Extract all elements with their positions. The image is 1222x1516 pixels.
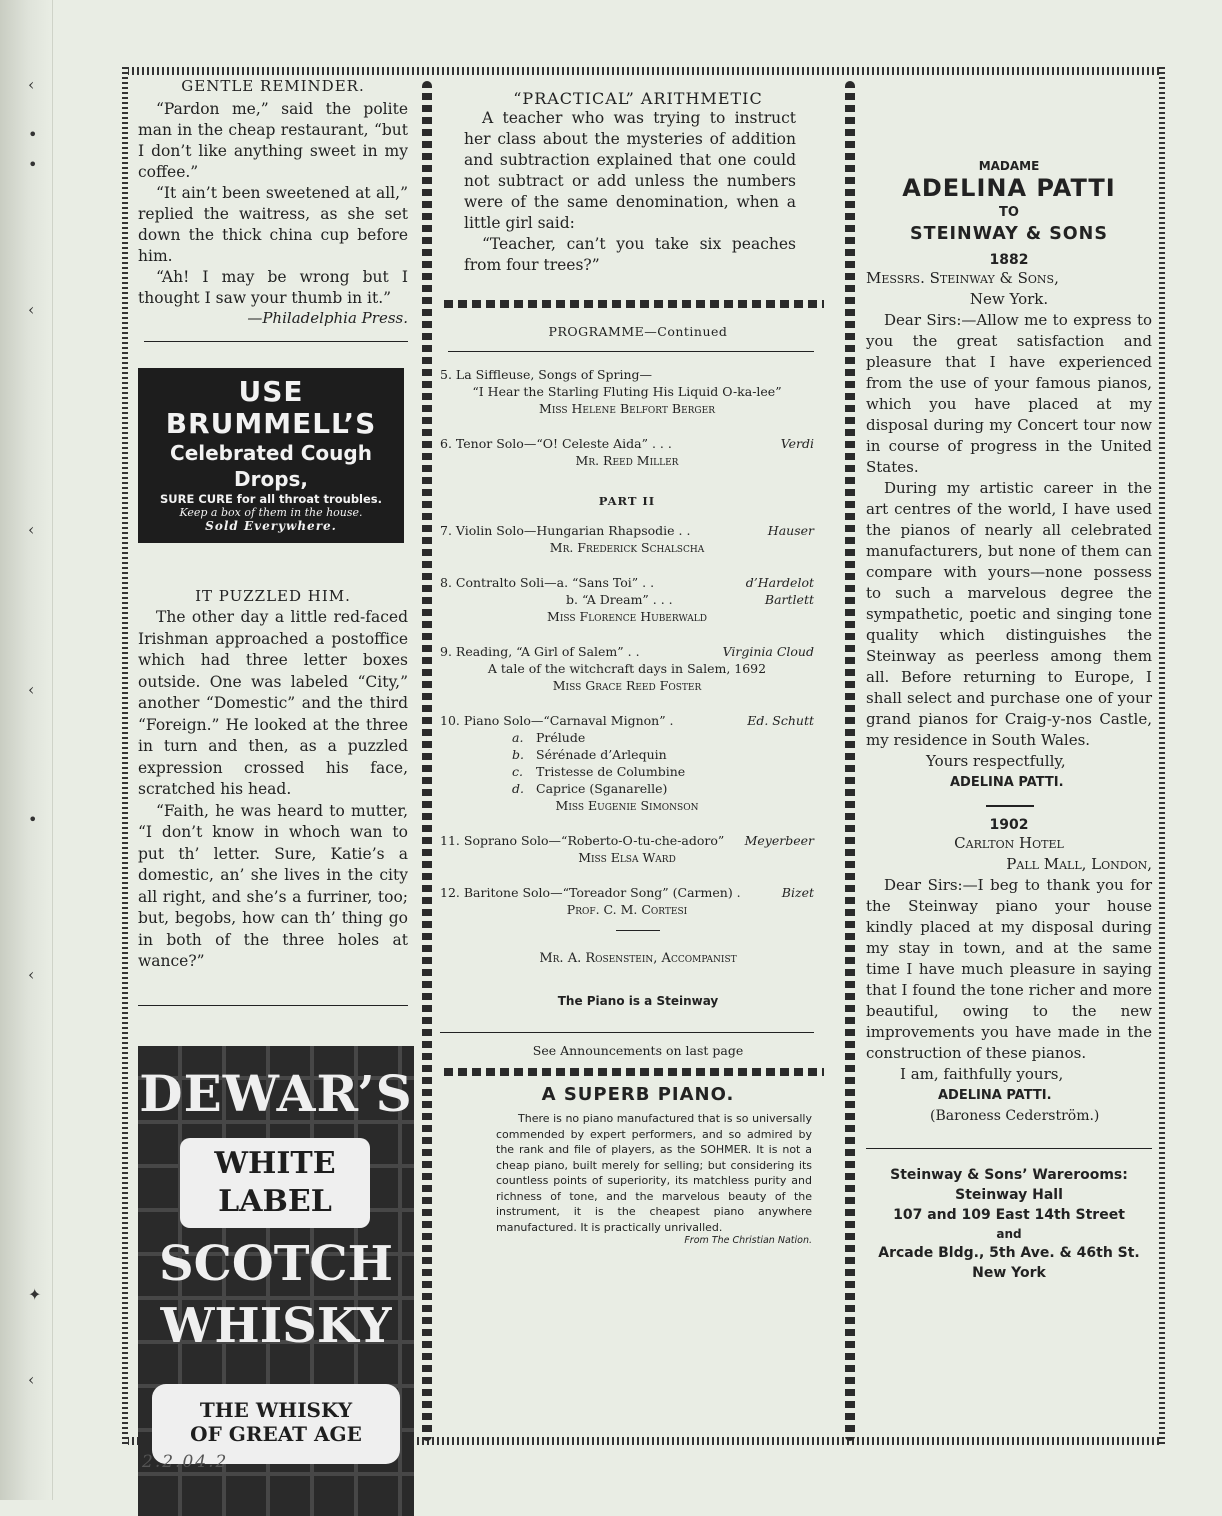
gutter-mark: ‹ [28,680,35,699]
programme-item [440,643,814,660]
left-column [138,77,413,1516]
announcement: See Announcements on last page [532,1043,744,1058]
gutter-mark: ‹ [28,965,35,984]
letter-paragraph: Dear Sirs:—I beg to thank you for the Steinway piano your house kindly placed at my disposal during my stay in town, and at the same time I have much pleasure in saying that I found the tone richer and more beautiful, owing to the new improvements you have made in the construction of these pianos. [866,876,1152,1062]
program-page [122,67,1165,1445]
gutter-mark: ‹ [28,75,35,94]
movement-item: a. Prélude [512,730,586,745]
item-subtitle: “I Hear the Starling Fluting His Liquid O-ka-lee” [472,384,782,399]
year-1902: 1902 [989,817,1029,833]
year-1882: 1882 [989,252,1029,268]
divider [448,351,814,352]
address-line: New York. [969,290,1049,308]
warerooms-line: New York [972,1265,1046,1281]
to-label: TO [999,205,1019,220]
programme-item [440,884,814,901]
column-divider-right [845,81,855,1441]
right-border [1159,67,1165,1445]
brummell-headline: USE BRUMMELL’S [165,375,377,440]
piano-movements [440,729,814,797]
signature-title: (Baroness Cederström.) [930,1108,1100,1124]
warerooms-line: 107 and 109 East 14th Street [893,1207,1125,1223]
item-number: 6. [440,436,452,451]
dewars-brand: DEWAR’S [139,1063,413,1123]
sohmer-title: A SUPERB PIANO. [541,1084,735,1105]
arithmetic-paragraph: A teacher who was trying to instruct her class about the mysteries of addition and subtraction explained that one could not subtract or add unless the numbers were of the same denomination, when a little girl said: [464,109,796,232]
steinway-name: STEINWAY & SONS [910,224,1108,244]
warerooms-line: Steinway Hall [955,1187,1063,1203]
signature: ADELINA PATTI. [938,1088,1052,1103]
piano-note: The Piano is a Steinway [557,994,719,1008]
programme-item [440,435,814,452]
reminder-title: GENTLE REMINDER. [181,77,365,95]
programme-item [440,832,814,849]
brummell-tagline: SURE CURE for all throat troubles. [159,492,382,506]
arithmetic-title: “PRACTICAL” ARITHMETIC [513,89,763,108]
item-title: Violin Solo—Hungarian Rhapsodie . . [455,523,691,538]
reminder-paragraph: “Ah! I may be wrong but I thought I saw your thumb in it.” [138,268,408,307]
item-composer: d’Hardelot [745,575,814,590]
item-number: 11. [440,833,460,848]
gutter-mark: ‹ [28,1370,35,1389]
item-title: Piano Solo—“Carnaval Mignon” . [463,713,674,728]
sohmer-body: There is no piano manufactured that is so universally commended by expert performers, and so admired by the rank and file of players, as the SOHMER. It is not a cheap piano, built merely for selling; but considering its countless points of superiority, its matchless purity and richness of tone, and the marvelous beauty of the instrument, it is the cheapest piano anywhere manufactured. It is practically unrivalled. [496,1112,812,1234]
item-title: Baritone Solo—“Toreador Song” (Carmen) . [463,885,741,900]
divider [866,1148,1152,1149]
address-line: Pall Mall, London, [1006,855,1152,873]
accompanist: Mr. A. Rosenstein, Accompanist [539,951,737,966]
dewars-tagline: THE WHISKY [199,1397,353,1422]
short-rule [616,930,660,931]
item-performer: Mr. Reed Miller [575,453,679,468]
letter-closing: Yours respectfully, [926,752,1066,770]
letter-closing: I am, faithfully yours, [900,1065,1064,1083]
middle-column [440,89,836,1246]
gutter-mark: • [28,155,38,174]
item-composer: Hauser [767,523,814,538]
madame: MADAME [978,159,1040,173]
divider [440,1032,814,1033]
warerooms-line: Arcade Bldg., 5th Ave. & 46th St. [878,1245,1140,1261]
gutter-mark: ✦ [28,1285,42,1304]
item-performer: Miss Florence Huberwald [547,609,707,624]
address-line: Carlton Hotel [954,834,1064,852]
chain-divider [444,1068,824,1076]
puzzled-paragraph: “Faith, he was heard to mutter, “I don’t know in whoch wan to put th’ letter. Sure, Katie’s a domestic, an’ she lives in the city all right, and she’s a furriner, too; but, begobs, how can th’ thing go in both of the three holes at wance?” [138,801,408,970]
programme-heading: PROGRAMME—Continued [548,324,728,339]
programme-list [440,366,814,918]
letter-paragraph: Dear Sirs:—Allow me to express to you the great satisfaction and pleasure that I have experienced from the use of your famous pianos, which you have placed at my disposal during my Concert tour now in course of progress in the United States. [866,311,1152,476]
dewars-advertisement [138,1046,414,1516]
letter-paragraph: During my artistic career in the art centres of the world, I have used the pianos of nearly all celebrated manufacturers, but none of them can compare with yours—none possess to such a marvelous degree the sympathetic, poetic and singing tone quality which distinguishes the Steinway as peerless among them all. Before returning to Europe, I shall select and purchase one of your grand pianos for Craig-y-nos Castle, my residence in South Wales. [866,479,1152,749]
movement-item: d. Caprice (Sganarelle) [512,781,668,796]
handwritten-catalog-note: 2.2.04.2 [142,1452,229,1472]
item-title: Soprano Solo—“Roberto-O-tu-che-adoro” [463,833,725,848]
reminder-source: —Philadelphia Press. [247,309,408,327]
item-subtitle: A tale of the witchcraft days in Salem, 1692 [487,661,767,676]
item-performer: Prof. C. M. Cortesi [566,902,688,917]
brummell-subhead: Celebrated Cough Drops, [170,441,372,491]
chain-divider [444,300,824,308]
puzzled-title: IT PUZZLED HIM. [195,587,351,605]
right-column [866,159,1152,1283]
left-border [122,67,128,1445]
part-heading: PART II [598,494,656,508]
dewars-tagline: OF GREAT AGE [190,1421,362,1446]
reminder-paragraph: “Pardon me,” said the polite man in the cheap restaurant, “but I don’t like anything sweet in my coffee.” [138,100,408,181]
item-performer: Miss Eugenie Simonson [555,798,699,813]
item-number: 10. [440,713,460,728]
item-number: 5. [440,367,452,382]
reminder-paragraph: “It ain’t been sweetened at all,” replied the waitress, as she set down the thick china cup before him. [138,184,408,265]
warerooms-line: Steinway & Sons’ Warerooms: [890,1167,1128,1183]
item-performer: Miss Helene Belfort Berger [539,401,715,416]
sohmer-source: From The Christian Nation. [684,1235,812,1246]
gutter-mark: ‹ [28,520,35,539]
programme-item [440,712,814,729]
item-title: Contralto Soli—a. “Sans Toi” . . [455,575,655,590]
item-performer: Miss Elsa Ward [578,850,676,865]
arithmetic-paragraph: “Teacher, can’t you take six peaches from four trees?” [464,235,796,274]
item-number: 12. [440,885,460,900]
item-composer: Verdi [780,436,814,451]
item-performer: Mr. Frederick Schalscha [549,540,705,555]
short-rule [986,805,1034,807]
dewars-white: WHITE [214,1145,336,1181]
binding-gutter [0,0,53,1500]
programme-item [440,522,814,539]
movement-item: b. Sérénade d’Arlequin [512,747,667,762]
gutter-mark: ‹ [28,300,35,319]
top-border [122,67,1165,75]
programme-item [440,366,814,383]
item-number: 7. [440,523,452,538]
divider [144,341,408,342]
divider [138,1005,408,1006]
item-title: Tenor Solo—“O! Celeste Aida” . . . [455,436,672,451]
white-label-panel [180,1138,370,1228]
item-composer: Virginia Cloud [722,644,814,659]
brummell-tagline: Sold Everywhere. [205,519,337,533]
item-composer: Bartlett [764,592,814,607]
programme-subitem [440,591,814,608]
item-title: b. “A Dream” . . . [566,592,673,607]
item-number: 9. [440,644,452,659]
movement-item: c. Tristesse de Columbine [512,764,686,779]
item-number: 8. [440,575,452,590]
item-composer: Ed. Schutt [747,713,814,728]
dewars-scotch: SCOTCH [159,1235,393,1292]
patti-name: ADELINA PATTI [902,174,1116,202]
puzzled-paragraph: The other day a little red-faced Irishman approached a postoffice which had three letter boxes outside. One was labeled “City,” another “Domestic” and the third “Foreign.” He looked at the three in turn and then, as a puzzled expression crossed his face, scratched his head. [138,608,408,798]
column-divider-left [422,81,432,1441]
dewars-whisky: WHISKY [160,1297,392,1354]
item-composer: Meyerbeer [744,833,814,848]
item-title: Reading, “A Girl of Salem” . . [455,644,640,659]
item-composer: Bizet [781,885,814,900]
address-line: Messrs. Steinway & Sons, [866,269,1059,287]
item-performer: Miss Grace Reed Foster [552,678,702,693]
gutter-mark: • [28,125,38,144]
dewars-label: LABEL [218,1183,332,1219]
programme-item [440,574,814,591]
brummell-tagline: Keep a box of them in the house. [179,506,363,519]
warerooms-line: and [996,1227,1022,1241]
signature: ADELINA PATTI. [950,775,1064,790]
gutter-mark: • [28,810,38,829]
brummell-advertisement [138,368,404,543]
item-title: La Siffleuse, Songs of Spring— [455,367,653,382]
